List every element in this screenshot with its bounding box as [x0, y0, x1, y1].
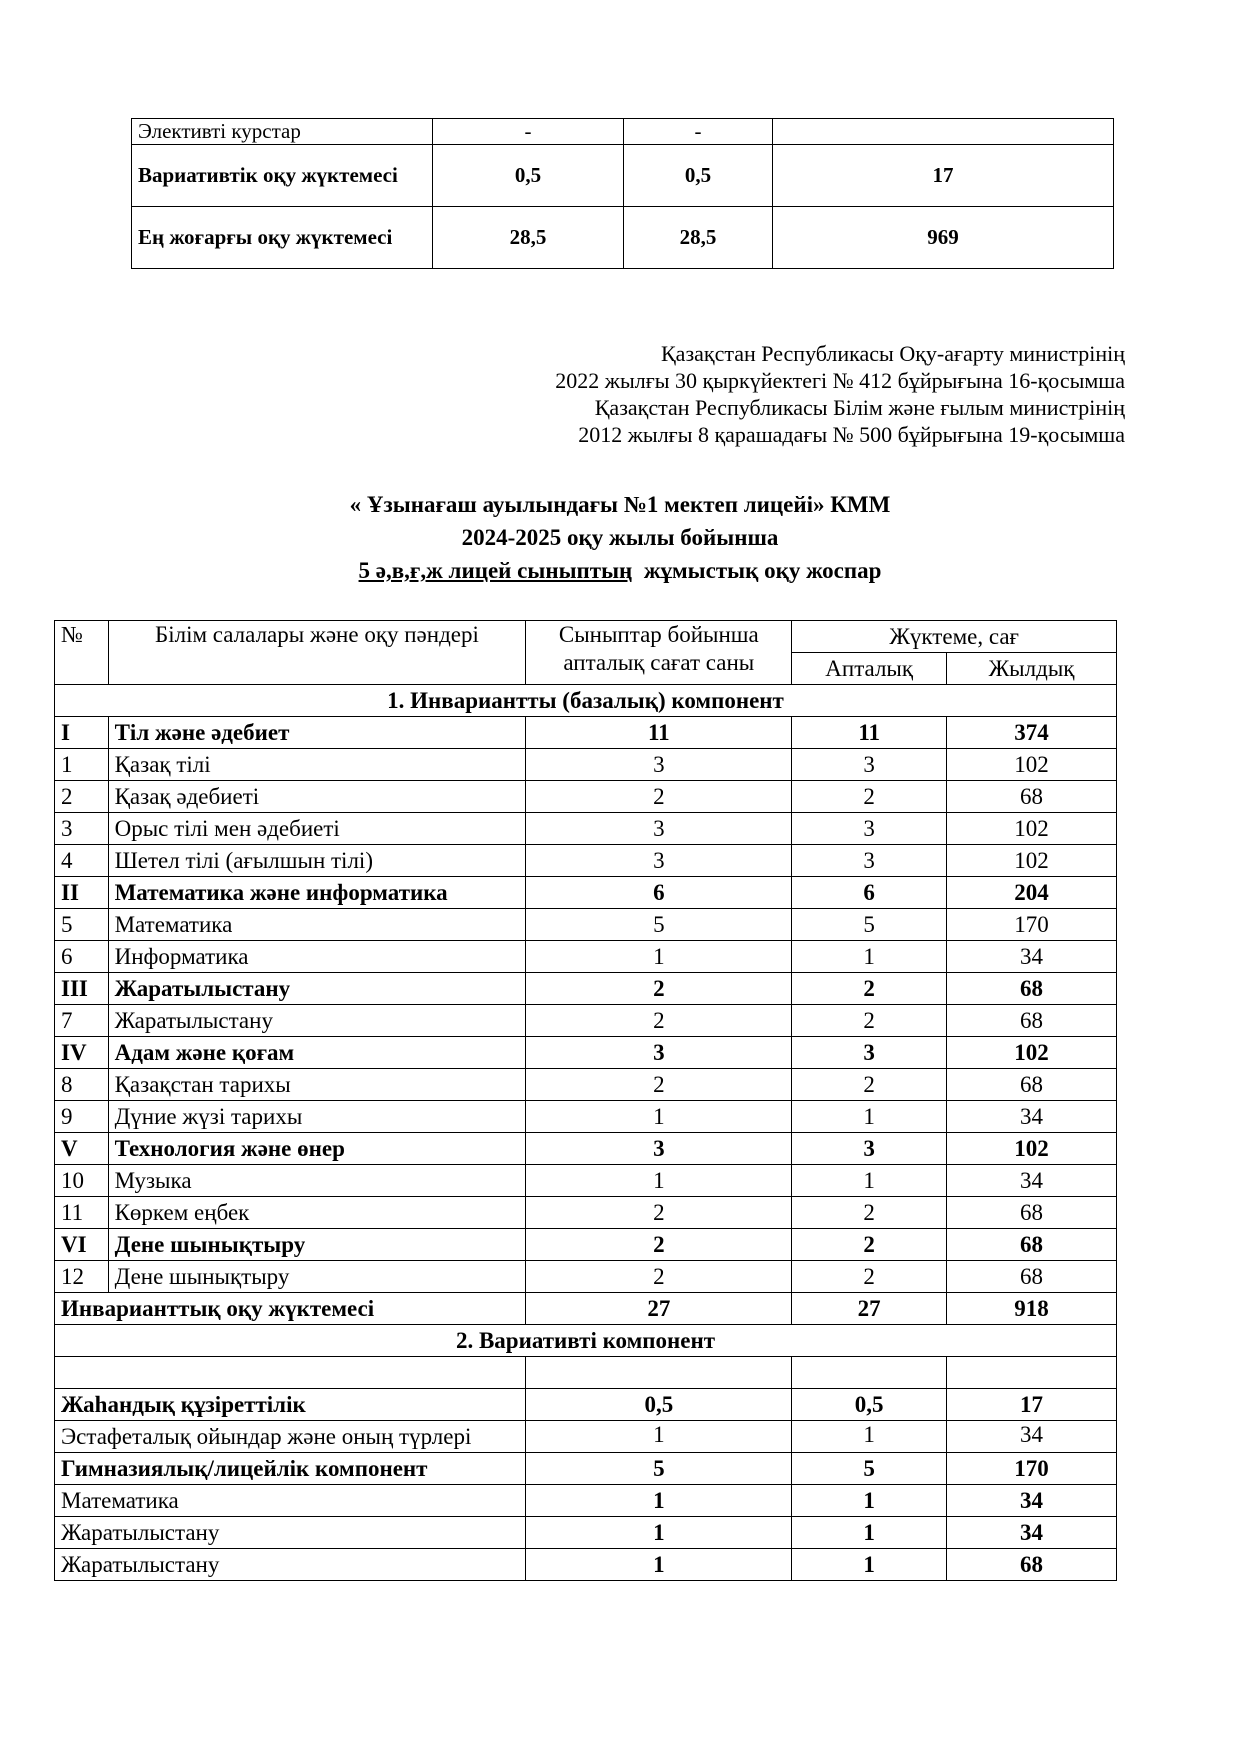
variative-row — [55, 1453, 1117, 1485]
hours-cell: 2 — [526, 973, 792, 1005]
value-cell: 28,5 — [433, 207, 624, 269]
subject-row — [55, 941, 1117, 973]
variative-row — [55, 1389, 1117, 1421]
table-row — [132, 119, 1114, 145]
subject-name: Қазақ әдебиеті — [108, 781, 526, 813]
subject-name: Жаратылыстану — [108, 973, 526, 1005]
component-name: Математика — [55, 1485, 526, 1517]
hours-cell: 2 — [526, 1005, 792, 1037]
weekly-cell: 2 — [792, 1197, 947, 1229]
group-row — [55, 973, 1117, 1005]
hours-cell: 1 — [526, 1101, 792, 1133]
yearly-cell: 17 — [947, 1389, 1117, 1421]
hours-cell: 1 — [526, 1165, 792, 1197]
subject-row — [55, 1005, 1117, 1037]
value-cell: 0,5 — [433, 145, 624, 207]
invariant-rows — [55, 717, 1117, 1293]
weekly-cell: 2 — [792, 973, 947, 1005]
total-weekly: 27 — [792, 1293, 947, 1325]
yearly-cell: 102 — [947, 1037, 1117, 1069]
hours-cell: 3 — [526, 1133, 792, 1165]
weekly-cell: 2 — [792, 1261, 947, 1293]
row-label: Вариативтік оқу жүктемесі — [132, 145, 433, 207]
variative-row — [55, 1549, 1117, 1581]
subject-name: Тіл және әдебиет — [108, 717, 526, 749]
row-number: I — [55, 717, 109, 749]
hours-cell: 3 — [526, 813, 792, 845]
row-number: 5 — [55, 909, 109, 941]
row-number: 6 — [55, 941, 109, 973]
title-rest: жұмыстық оқу жоспар — [632, 558, 882, 583]
empty-cell — [947, 1357, 1117, 1389]
yearly-cell: 170 — [947, 909, 1117, 941]
row-number: 1 — [55, 749, 109, 781]
yearly-cell: 34 — [947, 1165, 1117, 1197]
group-row — [55, 717, 1117, 749]
weekly-cell: 5 — [792, 909, 947, 941]
weekly-cell: 2 — [792, 1069, 947, 1101]
total-yearly: 918 — [947, 1293, 1117, 1325]
row-number: 2 — [55, 781, 109, 813]
empty-row — [55, 1357, 1117, 1389]
weekly-cell: 1 — [792, 1549, 947, 1581]
hours-cell: 2 — [526, 781, 792, 813]
row-number: 4 — [55, 845, 109, 877]
order-line: 2022 жылғы 30 қыркүйектегі № 412 бұйрығына 16-қосымша — [555, 368, 1125, 393]
yearly-cell: 374 — [947, 717, 1117, 749]
yearly-cell: 204 — [947, 877, 1117, 909]
table-row — [132, 207, 1114, 269]
hours-cell: 0,5 — [526, 1389, 792, 1421]
yearly-cell: 102 — [947, 813, 1117, 845]
hours-cell: 1 — [526, 1421, 792, 1453]
yearly-cell: 102 — [947, 749, 1117, 781]
yearly-cell: 68 — [947, 1549, 1117, 1581]
hours-cell: 1 — [526, 1485, 792, 1517]
subject-name: Шетел тілі (ағылшын тілі) — [108, 845, 526, 877]
weekly-cell: 1 — [792, 1165, 947, 1197]
weekly-cell: 11 — [792, 717, 947, 749]
title-line: « Ұзынағаш ауылындағы №1 мектеп лицейі» КММ — [349, 492, 891, 517]
row-number: 11 — [55, 1197, 109, 1229]
row-number: 3 — [55, 813, 109, 845]
yearly-cell: 170 — [947, 1453, 1117, 1485]
hours-cell: 5 — [526, 1453, 792, 1485]
weekly-cell: 3 — [792, 749, 947, 781]
header-yearly: Жылдық — [947, 653, 1117, 685]
yearly-cell: 34 — [947, 1101, 1117, 1133]
section-row — [55, 685, 1117, 717]
header-row — [55, 621, 1117, 653]
yearly-cell: 68 — [947, 1005, 1117, 1037]
weekly-cell: 1 — [792, 941, 947, 973]
subject-row — [55, 781, 1117, 813]
curriculum-table — [54, 620, 1117, 1581]
yearly-cell: 34 — [947, 941, 1117, 973]
yearly-cell: 34 — [947, 1517, 1117, 1549]
order-line: 2012 жылғы 8 қарашадағы № 500 бұйрығына 19-қосымша — [578, 422, 1125, 447]
table-row — [132, 145, 1114, 207]
subject-name: Технология және өнер — [108, 1133, 526, 1165]
value-cell: 969 — [773, 207, 1114, 269]
subject-row — [55, 749, 1117, 781]
yearly-cell: 102 — [947, 1133, 1117, 1165]
order-reference — [555, 340, 1125, 448]
row-number: 10 — [55, 1165, 109, 1197]
variative-rows — [55, 1389, 1117, 1581]
row-number: V — [55, 1133, 109, 1165]
yearly-cell: 34 — [947, 1421, 1117, 1453]
hours-cell: 1 — [526, 941, 792, 973]
section-row — [55, 1325, 1117, 1357]
hours-cell: 1 — [526, 1549, 792, 1581]
subject-row — [55, 1261, 1117, 1293]
subject-name: Дене шынықтыру — [108, 1229, 526, 1261]
total-label: Инварианттық оқу жүктемесі — [55, 1293, 526, 1325]
header-weekly: Апталық — [792, 653, 947, 685]
value-cell: 17 — [773, 145, 1114, 207]
section-title: 2. Вариативті компонент — [55, 1325, 1117, 1357]
subject-name: Музыка — [108, 1165, 526, 1197]
hours-cell: 3 — [526, 845, 792, 877]
subject-name: Дене шынықтыру — [108, 1261, 526, 1293]
hours-cell: 1 — [526, 1517, 792, 1549]
row-number: III — [55, 973, 109, 1005]
total-row — [55, 1293, 1117, 1325]
row-number: 9 — [55, 1101, 109, 1133]
weekly-cell: 1 — [792, 1517, 947, 1549]
row-number: VI — [55, 1229, 109, 1261]
group-row — [55, 1229, 1117, 1261]
hours-cell: 2 — [526, 1229, 792, 1261]
total-hours: 27 — [526, 1293, 792, 1325]
order-line: Қазақстан Республикасы Білім және ғылым министрінің — [594, 395, 1125, 420]
weekly-cell: 3 — [792, 845, 947, 877]
group-row — [55, 877, 1117, 909]
header-load: Жүктеме, сағ — [792, 621, 1117, 653]
value-cell: 28,5 — [624, 207, 773, 269]
subject-name: Математика және информатика — [108, 877, 526, 909]
weekly-cell: 1 — [792, 1485, 947, 1517]
hours-cell: 5 — [526, 909, 792, 941]
weekly-cell: 1 — [792, 1421, 947, 1453]
empty-cell — [55, 1357, 526, 1389]
row-label: Элективті курстар — [132, 119, 433, 145]
subject-name: Дүние жүзі тарихы — [108, 1101, 526, 1133]
hours-cell: 2 — [526, 1197, 792, 1229]
weekly-cell: 0,5 — [792, 1389, 947, 1421]
subject-row — [55, 1197, 1117, 1229]
weekly-cell: 3 — [792, 1037, 947, 1069]
subject-row — [55, 909, 1117, 941]
row-number: 8 — [55, 1069, 109, 1101]
row-number: 12 — [55, 1261, 109, 1293]
variative-row — [55, 1517, 1117, 1549]
row-label: Ең жоғарғы оқу жүктемесі — [132, 207, 433, 269]
document-title — [0, 488, 1240, 587]
empty-cell — [792, 1357, 947, 1389]
subject-row — [55, 1165, 1117, 1197]
row-number: IV — [55, 1037, 109, 1069]
hours-cell: 2 — [526, 1069, 792, 1101]
title-underlined: 5 ә,в,ғ,ж лицей сыныптың — [358, 558, 633, 583]
hours-cell: 3 — [526, 1037, 792, 1069]
subject-row — [55, 1101, 1117, 1133]
weekly-cell: 3 — [792, 813, 947, 845]
row-number: II — [55, 877, 109, 909]
subject-row — [55, 845, 1117, 877]
component-name: Гимназиялық/лицейлік компонент — [55, 1453, 526, 1485]
yearly-cell: 68 — [947, 781, 1117, 813]
hours-cell: 3 — [526, 749, 792, 781]
weekly-cell: 5 — [792, 1453, 947, 1485]
value-cell: 0,5 — [624, 145, 773, 207]
row-number: 7 — [55, 1005, 109, 1037]
subject-name: Қазақстан тарихы — [108, 1069, 526, 1101]
hours-cell: 6 — [526, 877, 792, 909]
yearly-cell: 68 — [947, 1229, 1117, 1261]
weekly-cell: 2 — [792, 781, 947, 813]
weekly-cell: 2 — [792, 1005, 947, 1037]
weekly-cell: 2 — [792, 1229, 947, 1261]
value-cell: - — [433, 119, 624, 145]
subject-row — [55, 1069, 1117, 1101]
subject-row — [55, 813, 1117, 845]
title-line — [0, 554, 1240, 587]
title-line: 2024-2025 оқу жылы бойынша — [461, 525, 779, 550]
subject-name: Көркем еңбек — [108, 1197, 526, 1229]
weekly-cell: 3 — [792, 1133, 947, 1165]
group-row — [55, 1037, 1117, 1069]
header-num: № — [55, 621, 109, 685]
variative-row — [55, 1421, 1117, 1453]
yearly-cell: 34 — [947, 1485, 1117, 1517]
subject-name: Орыс тілі мен әдебиеті — [108, 813, 526, 845]
order-line: Қазақстан Республикасы Оқу-ағарту министрінің — [661, 341, 1125, 366]
yearly-cell: 68 — [947, 973, 1117, 1005]
hours-cell: 11 — [526, 717, 792, 749]
header-subject: Білім салалары және оқу пәндері — [108, 621, 526, 685]
summary-table — [131, 118, 1114, 269]
header-weekly-hours: Сыныптар бойынша апталық сағат саны — [526, 621, 792, 685]
hours-cell: 2 — [526, 1261, 792, 1293]
empty-cell — [526, 1357, 792, 1389]
subject-name: Жаратылыстану — [108, 1005, 526, 1037]
group-row — [55, 1133, 1117, 1165]
yearly-cell: 102 — [947, 845, 1117, 877]
yearly-cell: 68 — [947, 1069, 1117, 1101]
subject-name: Адам және қоғам — [108, 1037, 526, 1069]
component-name: Жаратылыстану — [55, 1517, 526, 1549]
subject-name: Математика — [108, 909, 526, 941]
weekly-cell: 6 — [792, 877, 947, 909]
section-title: 1. Инвариантты (базалық) компонент — [55, 685, 1117, 717]
value-cell — [773, 119, 1114, 145]
subject-name: Қазақ тілі — [108, 749, 526, 781]
weekly-cell: 1 — [792, 1101, 947, 1133]
component-name: Жаһандық құзіреттілік — [55, 1389, 526, 1421]
value-cell: - — [624, 119, 773, 145]
subject-name: Информатика — [108, 941, 526, 973]
component-name: Эстафеталық ойындар және оның түрлері — [55, 1421, 526, 1453]
yearly-cell: 68 — [947, 1197, 1117, 1229]
component-name: Жаратылыстану — [55, 1549, 526, 1581]
yearly-cell: 68 — [947, 1261, 1117, 1293]
variative-row — [55, 1485, 1117, 1517]
